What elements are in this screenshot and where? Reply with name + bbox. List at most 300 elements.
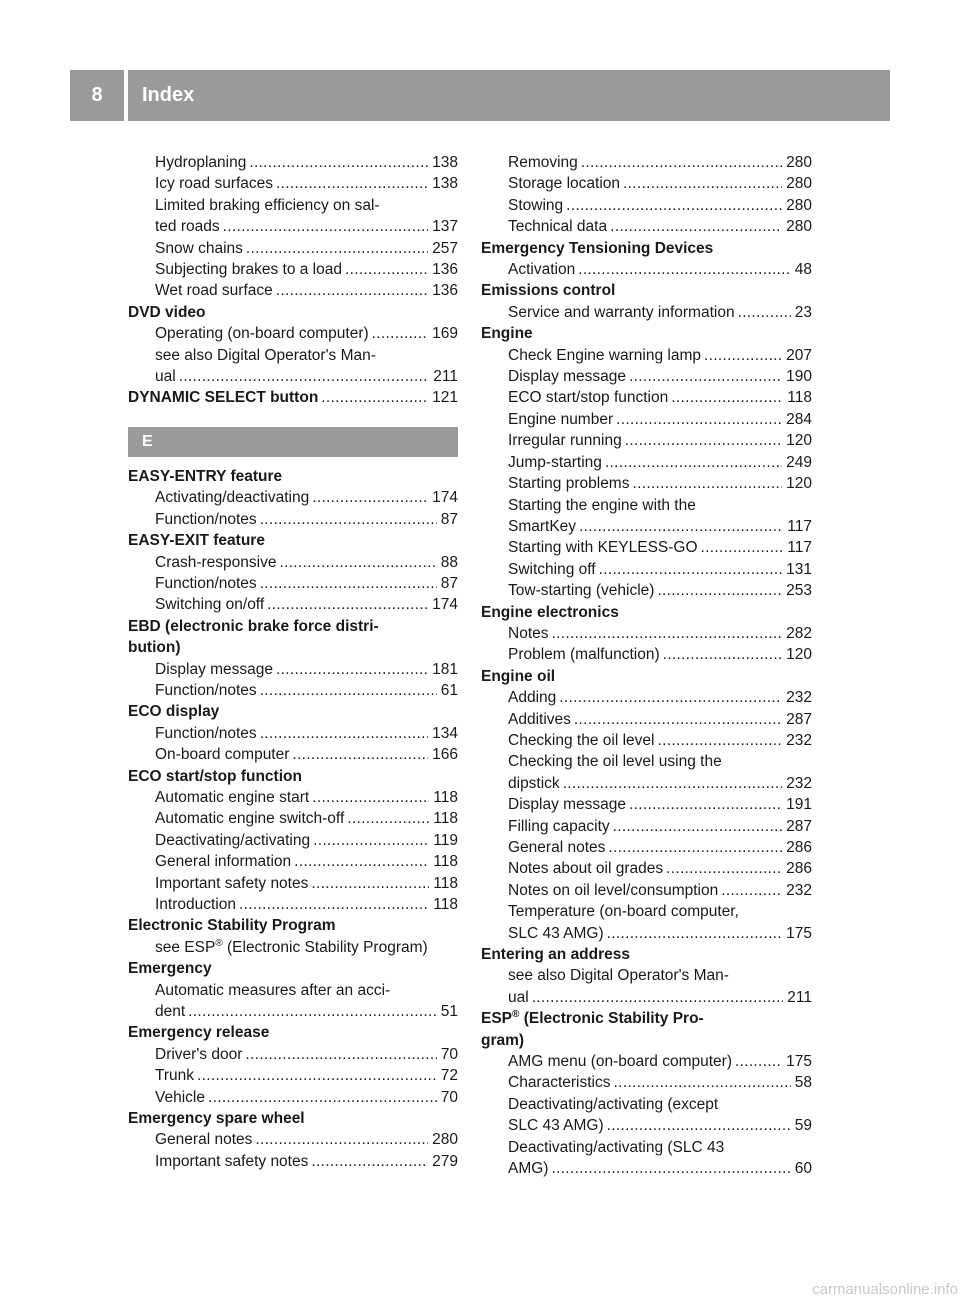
page-header [70, 70, 890, 121]
index-subentry-line: see also Digital Operator's Man- [508, 967, 729, 985]
index-subentry[interactable] [128, 509, 458, 530]
leader-dots [610, 216, 782, 237]
index-heading: EASY-ENTRY feature [128, 467, 283, 485]
entry-label: Switching on/off [155, 596, 265, 614]
leader-dots [249, 152, 428, 173]
index-subentry-line: Deactivating/activating (except [508, 1095, 719, 1113]
index-subentry[interactable] [128, 1001, 458, 1022]
page-reference: 232 [786, 881, 812, 899]
page-reference: 120 [786, 432, 812, 450]
index-subentry[interactable] [128, 894, 458, 915]
index-subentry-line: see also Digital Operator's Man- [155, 346, 376, 364]
page-reference: 87 [440, 510, 458, 528]
index-column-right [481, 152, 812, 1180]
index-subentry[interactable] [481, 1158, 812, 1179]
index-subentry[interactable] [481, 923, 812, 944]
page-reference: 280 [432, 1131, 458, 1149]
entry-label: Display message [508, 796, 627, 814]
index-heading: Electronic Stability Program [128, 917, 336, 935]
index-subentry[interactable] [481, 152, 812, 173]
index-subentry[interactable] [128, 552, 458, 573]
entry-label: AMG) [508, 1160, 549, 1178]
entry-label: Filling capacity [508, 817, 610, 835]
index-subentry[interactable] [128, 830, 458, 851]
header-divider [124, 70, 128, 121]
index-subentry[interactable] [128, 573, 458, 594]
page-reference: 121 [432, 389, 458, 407]
entry-label: Starting problems [508, 475, 630, 493]
index-heading: EASY-EXIT feature [128, 532, 265, 550]
page-reference: 118 [787, 389, 812, 407]
page-reference: 70 [440, 1088, 458, 1106]
index-subentry[interactable] [481, 195, 812, 216]
index-subentry[interactable] [481, 687, 812, 708]
entry-label: Starting with KEYLESS-GO [508, 539, 698, 557]
leader-dots [276, 173, 428, 194]
entry-label: DYNAMIC SELECT button [128, 389, 319, 407]
entry-label: ted roads [155, 218, 220, 236]
page-reference: 287 [786, 710, 812, 728]
leader-dots [245, 1044, 436, 1065]
entry-label: Automatic engine start [155, 788, 310, 806]
index-subentry[interactable] [481, 452, 812, 473]
leader-dots [292, 744, 428, 765]
entry-label: Wet road surface [155, 282, 273, 300]
leader-dots [663, 644, 783, 665]
index-subentry[interactable] [481, 730, 812, 751]
index-subentry[interactable] [481, 580, 812, 601]
entry-label: On-board computer [155, 746, 290, 764]
leader-dots [372, 323, 428, 344]
page-reference: 118 [433, 874, 458, 892]
page-reference: 120 [786, 475, 812, 493]
index-list-right [481, 152, 812, 1180]
leader-dots [578, 259, 791, 280]
leader-dots [188, 1001, 437, 1022]
leader-dots [239, 894, 429, 915]
index-subentry[interactable] [128, 873, 458, 894]
section-letter-bar [128, 427, 458, 457]
leader-dots [614, 1072, 791, 1093]
index-subentry[interactable] [481, 987, 812, 1008]
index-subentry[interactable] [481, 345, 812, 366]
page-reference: 137 [432, 218, 458, 236]
entry-label: Activation [508, 261, 576, 279]
index-subentry[interactable] [481, 773, 812, 794]
page-reference: 120 [786, 646, 812, 664]
entry-label: ECO start/stop function [508, 389, 669, 407]
page-reference: 60 [794, 1160, 812, 1178]
entry-label: Check Engine warning lamp [508, 346, 701, 364]
entry-label: Checking the oil level [508, 731, 655, 749]
index-subentry[interactable] [128, 280, 458, 301]
leader-dots [608, 837, 782, 858]
page-reference: 284 [786, 410, 812, 428]
page-reference: 257 [432, 239, 458, 257]
leader-dots [579, 516, 783, 537]
index-subentry[interactable] [481, 430, 812, 451]
entry-label: General notes [155, 1131, 253, 1149]
leader-dots [563, 773, 782, 794]
entry-label: Jump-starting [508, 453, 602, 471]
leader-dots [629, 366, 782, 387]
leader-dots [311, 1151, 428, 1172]
page-reference: 59 [794, 1117, 812, 1135]
page-reference: 191 [786, 796, 812, 814]
index-subentry[interactable] [128, 366, 458, 387]
page-reference: 253 [786, 582, 812, 600]
index-subentry[interactable] [128, 1129, 458, 1150]
leader-dots [559, 687, 782, 708]
index-subentry-line: Checking the oil level using the [508, 753, 722, 771]
index-heading: ECO start/stop function [128, 767, 302, 785]
leader-dots [223, 216, 428, 237]
leader-dots [246, 238, 428, 259]
index-subentry[interactable] [128, 238, 458, 259]
index-subentry[interactable] [128, 323, 458, 344]
leader-dots [276, 280, 428, 301]
page-reference: 72 [440, 1067, 458, 1085]
entry-label: Function/notes [155, 510, 257, 528]
page-reference: 175 [786, 1053, 812, 1071]
index-subentry[interactable] [481, 173, 812, 194]
entry-label: Vehicle [155, 1088, 205, 1106]
entry-label: Driver's door [155, 1045, 243, 1063]
page-number: 8 [91, 84, 103, 106]
page-reference: 232 [786, 774, 812, 792]
leader-dots [607, 1115, 791, 1136]
index-heading: DVD video [128, 303, 206, 321]
leader-dots [551, 1158, 790, 1179]
leader-dots [605, 452, 782, 473]
leader-dots [629, 794, 782, 815]
index-heading: Entering an address [481, 946, 631, 964]
page-reference: 181 [432, 660, 458, 678]
entry-label: Display message [508, 368, 627, 386]
index-subentry[interactable] [128, 173, 458, 194]
leader-dots [738, 302, 791, 323]
entry-label: Display message [155, 660, 274, 678]
page-reference: 118 [433, 788, 458, 806]
page-reference: 282 [786, 624, 812, 642]
entry-label: Subjecting brakes to a load [155, 261, 342, 279]
page-reference: 70 [440, 1045, 458, 1063]
entry-label: General information [155, 853, 292, 871]
entry-label: Important safety notes [155, 1152, 309, 1170]
index-subentry[interactable] [128, 723, 458, 744]
leader-dots [666, 858, 782, 879]
page-reference: 138 [432, 175, 458, 193]
index-subentry[interactable] [481, 1072, 812, 1093]
index-heading: EBD (electronic brake force distri- [128, 617, 379, 635]
page-reference: 136 [432, 261, 458, 279]
page-reference: 48 [794, 261, 812, 279]
page-reference: 286 [786, 839, 812, 856]
leader-dots [312, 787, 429, 808]
page-reference: 131 [786, 560, 812, 578]
index-heading [481, 1008, 812, 1029]
leader-dots [574, 709, 782, 730]
page-reference: 280 [786, 154, 812, 171]
leader-dots [260, 680, 437, 701]
entry-label: Function/notes [155, 724, 257, 742]
entry-label: Automatic engine switch-off [155, 810, 345, 828]
index-heading: ECO display [128, 703, 220, 721]
leader-dots [279, 552, 436, 573]
leader-dots [255, 1129, 428, 1150]
index-subentry[interactable] [481, 537, 812, 558]
page-reference: 279 [432, 1152, 458, 1170]
entry-label: Activating/deactivating [155, 489, 310, 507]
leader-dots [294, 851, 429, 872]
page-reference: 280 [786, 218, 812, 236]
index-subentry[interactable] [481, 473, 812, 494]
index-subentry[interactable] [481, 709, 812, 730]
index-subentry[interactable] [481, 880, 812, 901]
index-subentry[interactable] [481, 366, 812, 387]
entry-label: Adding [508, 689, 557, 707]
leader-dots [260, 573, 437, 594]
leader-dots [607, 923, 783, 944]
index-heading: bution) [128, 639, 181, 657]
page-reference: 286 [786, 860, 812, 878]
page-reference: 138 [432, 154, 458, 171]
entry-label: Snow chains [155, 239, 243, 257]
leader-dots [345, 259, 428, 280]
entry-label: Hydroplaning [155, 154, 247, 171]
index-list-left-top [128, 152, 458, 409]
entry-label: Trunk [155, 1067, 195, 1085]
entry-label: Function/notes [155, 574, 257, 592]
entry-label: Deactivating/activating [155, 831, 311, 849]
index-subentry-line: Starting the engine with the [508, 496, 696, 514]
entry-label: Storage location [508, 175, 621, 193]
leader-dots [625, 430, 782, 451]
index-subentry[interactable] [481, 816, 812, 837]
leader-dots [704, 345, 782, 366]
page-reference: 211 [787, 988, 812, 1006]
index-subentry[interactable] [128, 659, 458, 680]
leader-dots [347, 808, 429, 829]
page-reference: 58 [794, 1074, 812, 1092]
entry-label: dent [155, 1003, 186, 1021]
leader-dots [623, 173, 782, 194]
entry-label: Important safety notes [155, 874, 309, 892]
leader-dots [721, 880, 782, 901]
entry-label: Technical data [508, 218, 608, 236]
index-subentry[interactable] [481, 302, 812, 323]
leader-dots [552, 623, 783, 644]
entry-label: Additives [508, 710, 571, 728]
index-heading: Engine oil [481, 667, 556, 685]
leader-dots [613, 816, 782, 837]
page-reference: 23 [794, 303, 812, 321]
entry-label: Notes [508, 624, 549, 642]
entry-label: SLC 43 AMG) [508, 924, 604, 942]
index-subentry[interactable] [128, 1065, 458, 1086]
leader-dots [276, 659, 428, 680]
index-column-left [128, 152, 458, 1172]
index-subentry[interactable] [128, 808, 458, 829]
page-reference: 118 [433, 810, 458, 828]
entry-label: Irregular running [508, 432, 622, 450]
leader-dots [616, 409, 782, 430]
leader-dots [197, 1065, 437, 1086]
index-heading: Emissions control [481, 282, 616, 300]
leader-dots [311, 873, 429, 894]
entry-label: SmartKey [508, 517, 577, 535]
leader-dots [260, 723, 428, 744]
index-subentry[interactable] [128, 1151, 458, 1172]
index-subentry[interactable] [128, 1044, 458, 1065]
index-subentry[interactable] [481, 794, 812, 815]
entry-label: Characteristics [508, 1074, 611, 1092]
index-heading: gram) [481, 1031, 525, 1049]
page-reference: 119 [433, 831, 458, 849]
entry-label: Removing [508, 154, 578, 171]
page-reference: 232 [786, 731, 812, 749]
leader-dots [671, 387, 783, 408]
entry-text: (Electronic Stability Pro- [519, 1010, 704, 1028]
entry-label: AMG menu (on-board computer) [508, 1053, 732, 1071]
index-subentry[interactable] [128, 259, 458, 280]
entry-label: Function/notes [155, 681, 257, 699]
page-reference: 136 [432, 282, 458, 300]
page-reference: 87 [440, 574, 458, 592]
index-heading-entry[interactable] [128, 387, 458, 408]
entry-label: Service and warranty information [508, 303, 735, 321]
index-subentry[interactable] [481, 409, 812, 430]
entry-label: ual [508, 988, 529, 1006]
page-reference: 232 [786, 689, 812, 707]
index-subentry[interactable] [481, 387, 812, 408]
index-subentry-line: Automatic measures after an acci- [155, 981, 391, 999]
index-subentry[interactable] [128, 216, 458, 237]
leader-dots [632, 473, 782, 494]
registered-mark: ® [215, 937, 223, 949]
page-reference: 88 [440, 553, 458, 571]
index-heading: Emergency release [128, 1024, 270, 1042]
index-subentry[interactable] [481, 644, 812, 665]
leader-dots [179, 366, 430, 387]
index-subentry[interactable] [481, 259, 812, 280]
index-subentry[interactable] [481, 1051, 812, 1072]
entry-label: Crash-responsive [155, 553, 277, 571]
entry-label: Problem (malfunction) [508, 646, 660, 664]
page-reference: 207 [786, 346, 812, 364]
entry-label: Stowing [508, 196, 564, 214]
watermark: carmanualsonline.info [812, 1281, 958, 1298]
index-subentry[interactable] [128, 152, 458, 173]
leader-dots [313, 830, 429, 851]
leader-dots [267, 594, 428, 615]
entry-label: Engine number [508, 410, 614, 428]
entry-label: General notes [508, 839, 606, 856]
index-subentry[interactable] [481, 516, 812, 537]
page-reference: 166 [432, 746, 458, 764]
page-reference: 249 [786, 453, 812, 471]
index-subentry[interactable] [128, 487, 458, 508]
index-subentry[interactable] [481, 837, 812, 858]
index-subentry[interactable] [481, 858, 812, 879]
index-subentry[interactable] [128, 787, 458, 808]
registered-mark: ® [512, 1009, 520, 1021]
index-heading: Emergency spare wheel [128, 1110, 305, 1128]
index-subentry[interactable] [128, 851, 458, 872]
page-title: Index [142, 84, 195, 106]
index-subentry-line: Limited braking efficiency on sal- [155, 196, 380, 214]
entry-text: ESP [481, 1010, 513, 1028]
index-subentry[interactable] [481, 216, 812, 237]
leader-dots [260, 509, 437, 530]
entry-label: SLC 43 AMG) [508, 1117, 604, 1135]
index-subentry[interactable] [128, 1087, 458, 1108]
entry-label: dipstick [508, 774, 560, 792]
section-letter: E [142, 432, 153, 450]
page-reference: 280 [786, 196, 812, 214]
leader-dots [735, 1051, 782, 1072]
entry-label: Tow-starting (vehicle) [508, 582, 655, 600]
entry-label: Operating (on-board computer) [155, 325, 369, 343]
leader-dots [208, 1087, 437, 1108]
index-subentry[interactable] [128, 680, 458, 701]
entry-label: Notes about oil grades [508, 860, 664, 878]
page-reference: 118 [433, 896, 458, 913]
entry-label: Notes on oil level/consumption [508, 881, 719, 899]
index-heading: Engine electronics [481, 603, 619, 621]
page-reference: 118 [433, 853, 458, 871]
index-subentry[interactable] [128, 744, 458, 765]
leader-dots [532, 987, 784, 1008]
entry-label: Introduction [155, 896, 236, 913]
page-reference: 117 [787, 539, 812, 557]
index-subentry[interactable] [481, 559, 812, 580]
page-reference: 280 [786, 175, 812, 193]
index-subentry[interactable] [481, 623, 812, 644]
index-subentry-line: Temperature (on-board computer, [508, 903, 739, 921]
page-reference: 169 [432, 325, 458, 343]
page-reference: 211 [433, 368, 458, 386]
entry-label: Icy road surfaces [155, 175, 274, 193]
page-reference: 190 [786, 368, 812, 386]
entry-label: ual [155, 368, 176, 386]
leader-dots [321, 387, 428, 408]
page-reference: 51 [440, 1003, 458, 1021]
page-reference: 175 [786, 924, 812, 942]
leader-dots [566, 195, 782, 216]
page-reference: 174 [432, 596, 458, 614]
index-subentry[interactable] [481, 1115, 812, 1136]
page-reference: 174 [432, 489, 458, 507]
entry-label: Switching off [508, 560, 596, 578]
entry-text: see ESP [155, 938, 216, 956]
page-reference: 287 [786, 817, 812, 835]
leader-dots [581, 152, 782, 173]
index-subentry-line: Deactivating/activating (SLC 43 [508, 1138, 725, 1156]
index-list-left-bottom [128, 466, 458, 1172]
index-heading: Emergency Tensioning Devices [481, 239, 714, 257]
leader-dots [701, 537, 784, 558]
index-subentry[interactable] [128, 594, 458, 615]
index-heading: Engine [481, 325, 533, 343]
page-reference: 117 [787, 517, 812, 535]
entry-text: (Electronic Stability Program) [222, 938, 428, 956]
leader-dots [599, 559, 783, 580]
page-reference: 61 [440, 681, 458, 699]
leader-dots [657, 580, 782, 601]
page-reference: 134 [432, 724, 458, 742]
index-subentry-line [128, 937, 458, 958]
